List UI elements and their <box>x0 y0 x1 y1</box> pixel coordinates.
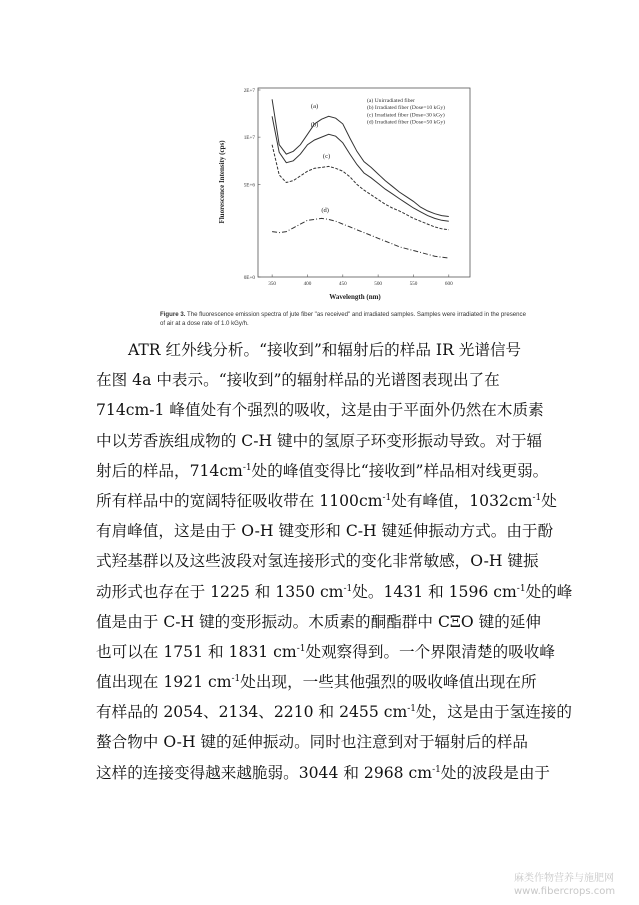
x-tick-label: 350 <box>268 281 277 287</box>
text-line <box>96 395 566 425</box>
line-text: 中以芳香族组成物的 C-H 键中的氢原子环变形振动导致。对于辐 <box>96 431 543 450</box>
superscript: -1 <box>407 704 417 715</box>
line-text: 处，这是由于氢连接的 <box>416 703 572 722</box>
line-text: 这样的连接变得越来越脆弱。3044 和 2968 cm <box>96 763 433 782</box>
line-text: 式羟基群以及这些波段对氢连接形式的变化非常敏感，O-H 键振 <box>96 552 539 571</box>
y-tick-label: 1E+7 <box>243 135 255 142</box>
legend-entry: (b) Irradiated fiber (Dose=10 kGy) <box>367 105 446 112</box>
y-axis-title: Fluorescence Intensity (cps) <box>218 140 226 224</box>
line-text: 处出现，一些其他强烈的吸收峰值出现在所 <box>240 673 537 692</box>
text-line <box>96 697 572 727</box>
y-tick-label: 5E+6 <box>243 182 255 189</box>
text-line <box>96 637 566 667</box>
line-text: 处的波段是由于 <box>440 763 551 782</box>
series-line <box>272 116 449 221</box>
text-line <box>96 607 566 637</box>
text-line <box>96 456 566 486</box>
x-tick-label: 600 <box>444 281 453 287</box>
text-line <box>96 516 566 546</box>
line-text: 处有峰值，1032cm <box>391 491 533 510</box>
y-tick-label: 2E+7 <box>243 88 255 94</box>
curve-label: (b) <box>310 121 319 129</box>
caption-label: Figure 3. <box>160 311 186 318</box>
text-line <box>96 335 566 365</box>
line-text: 处观察得到。一个界限清楚的吸收峰 <box>305 642 555 661</box>
line-text: 处。1431 和 1596 cm <box>352 582 517 601</box>
superscript: -1 <box>343 583 353 594</box>
curve-label: (d) <box>321 206 329 214</box>
text-line <box>96 365 566 395</box>
line-text: 动形式也存在于 1225 和 1350 cm <box>96 582 344 601</box>
line-text: 处的峰值变得比“接收到”样品相对线更弱。 <box>251 461 549 480</box>
superscript: -1 <box>516 583 526 594</box>
superscript: -1 <box>382 492 392 503</box>
line-text: 处的峰 <box>525 582 573 601</box>
x-tick-label: 500 <box>374 281 383 287</box>
x-tick-label: 450 <box>338 281 347 287</box>
line-text: 处 <box>541 491 557 510</box>
text-line <box>96 546 566 576</box>
x-tick-label: 400 <box>303 281 312 287</box>
superscript: -1 <box>242 462 252 473</box>
text-line <box>96 426 566 456</box>
line-text: 射后的样品，714cm <box>96 461 243 480</box>
text-line <box>96 486 566 516</box>
x-tick-label: 550 <box>409 281 418 287</box>
line-text: 所有样品中的宽阔特征吸收带在 1100cm <box>96 491 383 510</box>
text-line <box>96 667 566 697</box>
text-line <box>96 727 566 757</box>
figure-3 <box>210 82 500 314</box>
curve-label: (a) <box>310 102 319 110</box>
superscript: -1 <box>432 764 441 775</box>
caption-text: The fluorescence emission spectra of jute fiber "as received" and irradiated samples. Samples were irradiated in the presence of air at a dose rate of 1.0 kGy/h. <box>160 311 526 327</box>
line-text: 也可以在 1751 和 1831 cm <box>96 642 297 661</box>
curve-label: (c) <box>322 152 331 160</box>
line-text: 螯合物中 O-H 键的延伸振动。同时也注意到对于辐射后的样品 <box>96 733 528 752</box>
legend-entry: (d) Irradiated fiber (Dose=50 kGy) <box>367 119 446 126</box>
superscript: -1 <box>532 492 542 503</box>
line-text: 有肩峰值，这是由于 O-H 键变形和 C-H 键延伸振动方式。由于酚 <box>96 522 554 541</box>
line-text: 值是由于 C-H 键的变形振动。木质素的酮酯群中 CΞO 键的延伸 <box>96 612 541 631</box>
legend-entry: (a) Unirradiated fiber <box>367 98 415 104</box>
x-axis-title: Wavelength (nm) <box>329 293 381 301</box>
fluorescence-chart <box>210 82 500 314</box>
body-paragraph <box>96 335 573 788</box>
text-line <box>96 758 566 788</box>
superscript: -1 <box>296 643 306 654</box>
watermark-url: www.fibercrops.com <box>514 886 616 897</box>
superscript: -1 <box>231 674 241 685</box>
figure-caption <box>160 311 530 328</box>
watermark <box>514 872 615 898</box>
text-line <box>96 577 573 607</box>
series-line <box>272 145 449 230</box>
line-text: 在图 4a 中表示。“接收到”的辐射样品的光谱图表现出了在 <box>96 371 500 390</box>
line-text: 值出现在 1921 cm <box>96 673 232 692</box>
line-text: 有样品的 2054、2134、2210 和 2455 cm <box>96 703 408 722</box>
line-text: ATR 红外线分析。“接收到”和辐射后的样品 IR 光谱信号 <box>128 341 522 359</box>
watermark-line: 麻类作物营养与施肥网 <box>514 873 614 884</box>
line-text: 714cm-1 峰值处有个强烈的吸收，这是由于平面外仍然在木质素 <box>96 401 544 420</box>
legend-entry: (c) Irradiated fiber (Dose=30 kGy) <box>367 112 445 119</box>
series-line <box>272 218 449 258</box>
y-tick-label: 0E+0 <box>243 275 255 281</box>
